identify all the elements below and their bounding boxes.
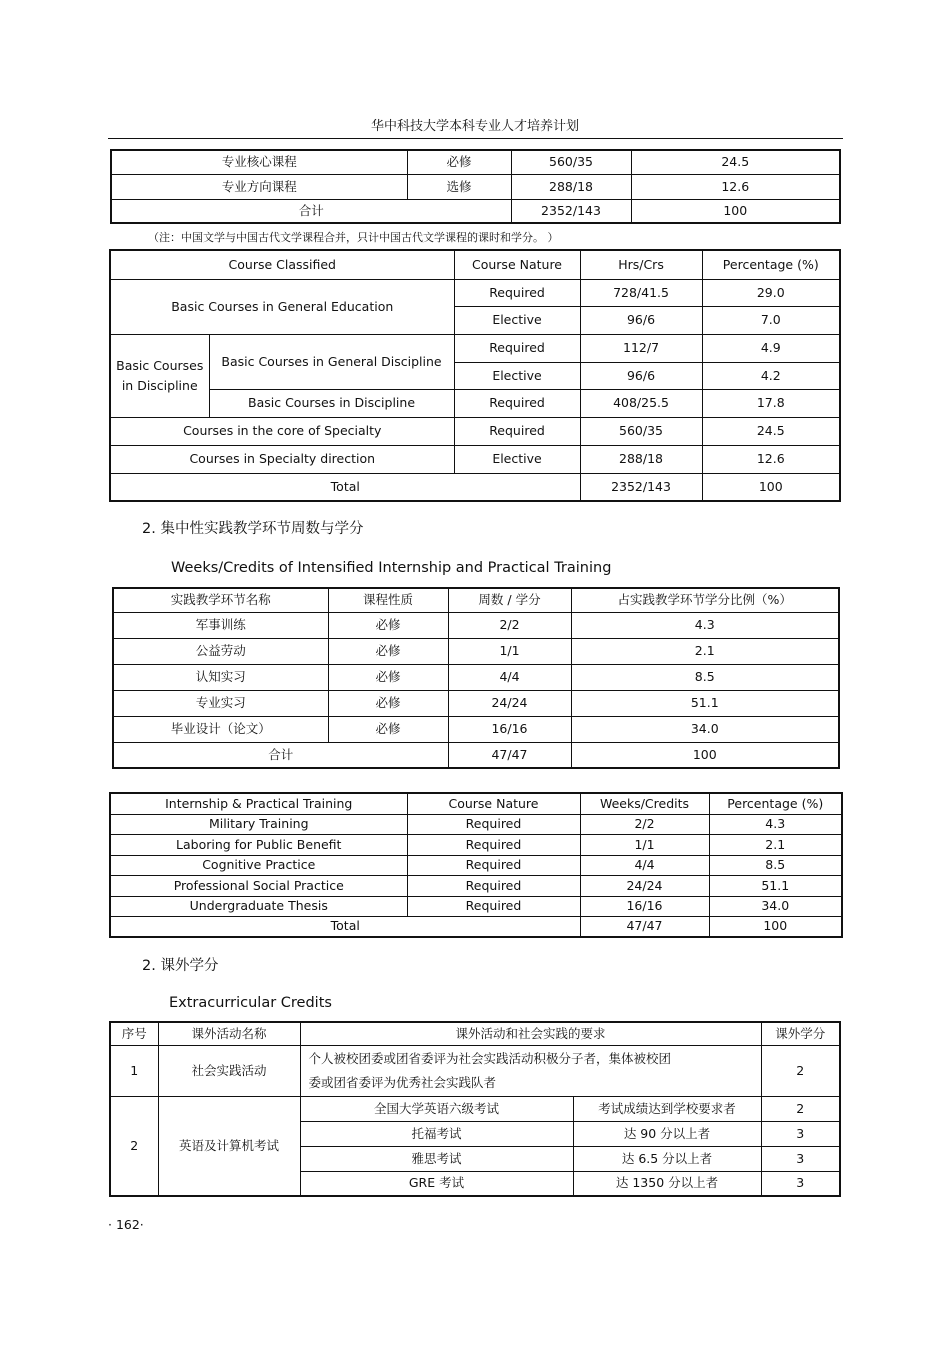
table-cell: 51.1 (709, 875, 842, 896)
table-cell: Required (407, 875, 580, 896)
table-cell: 4.2 (702, 362, 840, 389)
table-cell: 合计 (113, 742, 448, 768)
table-cell: Basic Courses in Discipline (110, 334, 209, 417)
table-cell: Total (110, 473, 580, 501)
table-cell: Basic Courses in Discipline (209, 389, 454, 417)
table-cell: 毕业设计（论文） (113, 716, 328, 742)
table-cell: 军事训练 (113, 612, 328, 638)
total-row (110, 916, 842, 937)
table-cell: Total (110, 916, 580, 937)
table-cell: 1/1 (580, 834, 709, 855)
table-cell: 雅思考试 (300, 1146, 573, 1171)
column-header: Course Nature (454, 250, 580, 279)
column-header: 课外活动和社会实践的要求 (300, 1022, 761, 1045)
table-cell: 认知实习 (113, 664, 328, 690)
cn-practice-table (112, 587, 840, 769)
table-cell: 4.3 (571, 612, 839, 638)
table-row (113, 690, 839, 716)
table-row (113, 638, 839, 664)
table-cell: 2 (761, 1045, 840, 1096)
page-number: · 162· (108, 1217, 144, 1232)
column-header: Internship & Practical Training (110, 793, 407, 814)
table-cell: 专业方向课程 (111, 174, 407, 199)
table-cell: 2352/143 (580, 473, 702, 501)
table-cell: 全国大学英语六级考试 (300, 1096, 573, 1121)
table-cell: 47/47 (580, 916, 709, 937)
table-cell: 2352/143 (511, 199, 631, 223)
table-cell: 达 90 分以上者 (573, 1121, 761, 1146)
table-cell: 51.1 (571, 690, 839, 716)
table-row (113, 716, 839, 742)
table-cell: 专业核心课程 (111, 150, 407, 174)
table-cell: 728/41.5 (580, 279, 702, 306)
table-cell: Required (454, 417, 580, 445)
table-row (110, 896, 842, 916)
column-header: 课外活动名称 (158, 1022, 300, 1045)
table-cell: Elective (454, 362, 580, 389)
table-cell: 96/6 (580, 306, 702, 334)
section-heading-practice: 2. 集中性实践教学环节周数与学分 (142, 521, 364, 537)
table-cell: 2.1 (709, 834, 842, 855)
requirement-line: 个人被校团委或团省委评为社会实践活动积极分子者，集体被校团 (308, 1050, 672, 1066)
table-cell: Laboring for Public Benefit (110, 834, 407, 855)
table-cell: Military Training (110, 814, 407, 834)
table-cell: 408/25.5 (580, 389, 702, 417)
column-header: 实践教学环节名称 (113, 588, 328, 612)
table-cell: 24/24 (448, 690, 571, 716)
table-cell: 3 (761, 1121, 840, 1146)
table-cell: 112/7 (580, 334, 702, 362)
table-cell: 8.5 (709, 855, 842, 875)
table-cell: Basic Courses in General Discipline (209, 334, 454, 389)
table-cell: 3 (761, 1171, 840, 1196)
column-header: 课程性质 (328, 588, 448, 612)
table-header-row (110, 793, 842, 814)
table-cell: Undergraduate Thesis (110, 896, 407, 916)
table-row (110, 855, 842, 875)
total-row (111, 199, 840, 223)
table-cell: 公益劳动 (113, 638, 328, 664)
table-header-row (113, 588, 839, 612)
table-cell: 96/6 (580, 362, 702, 389)
table-row (111, 174, 840, 199)
table-cell: 47/47 (448, 742, 571, 768)
table-cell: 专业实习 (113, 690, 328, 716)
table-cell: Elective (454, 445, 580, 473)
table-cell: 560/35 (580, 417, 702, 445)
table-cell: 100 (702, 473, 840, 501)
table-cell: 2 (110, 1096, 158, 1196)
table-cell: 必修 (328, 664, 448, 690)
table-row (110, 1096, 840, 1121)
en-practice-table (109, 792, 843, 938)
table-cell: 12.6 (702, 445, 840, 473)
table-cell: 2 (761, 1096, 840, 1121)
table-cell: 2/2 (448, 612, 571, 638)
column-header: 占实践教学环节学分比例（%） (571, 588, 839, 612)
table-note: （注：中国文学与中国古代文学课程合并，只计中国古代文学课程的课时和学分。 ） (148, 231, 559, 244)
table-cell: 4.3 (709, 814, 842, 834)
table-cell: 托福考试 (300, 1121, 573, 1146)
column-header: Hrs/Crs (580, 250, 702, 279)
table-cell: 34.0 (571, 716, 839, 742)
section-subheading-extra: Extracurricular Credits (169, 995, 332, 1011)
table-row (110, 834, 842, 855)
table-cell: 100 (631, 199, 840, 223)
table-row (110, 334, 840, 362)
extra-credits-table (109, 1021, 841, 1197)
table-cell: 288/18 (511, 174, 631, 199)
table-row (113, 612, 839, 638)
total-row (110, 473, 840, 501)
table-row (110, 875, 842, 896)
cn-courses-table (110, 149, 841, 224)
column-header: Course Classified (110, 250, 454, 279)
table-cell: 必修 (328, 716, 448, 742)
table-cell: 英语及计算机考试 (158, 1096, 300, 1196)
table-cell: Required (454, 389, 580, 417)
requirement-cell (300, 1045, 761, 1096)
table-cell: 必修 (328, 612, 448, 638)
table-cell: 考试成绩达到学校要求者 (573, 1096, 761, 1121)
table-cell: 8.5 (571, 664, 839, 690)
table-cell: 2.1 (571, 638, 839, 664)
section-heading-extra: 2. 课外学分 (142, 958, 219, 974)
section-subheading-practice: Weeks/Credits of Intensified Internship and Practical Training (171, 560, 612, 576)
table-cell: Cognitive Practice (110, 855, 407, 875)
table-row (110, 279, 840, 306)
table-cell: 288/18 (580, 445, 702, 473)
table-cell: Required (454, 334, 580, 362)
page-header-title: 华中科技大学本科专业人才培养计划 (370, 119, 579, 134)
total-row (113, 742, 839, 768)
table-cell: 4/4 (580, 855, 709, 875)
table-row (110, 389, 840, 417)
table-cell: 12.6 (631, 174, 840, 199)
table-cell: 合计 (111, 199, 511, 223)
column-header: 周数 / 学分 (448, 588, 571, 612)
table-row (110, 417, 840, 445)
table-cell: 560/35 (511, 150, 631, 174)
table-cell: Required (407, 896, 580, 916)
table-cell: 24/24 (580, 875, 709, 896)
requirement-line: 委或团省委评为优秀社会实践队者 (308, 1074, 497, 1090)
table-cell: 社会实践活动 (158, 1045, 300, 1096)
header-rule (108, 138, 843, 139)
table-cell: 必修 (328, 690, 448, 716)
table-row (110, 814, 842, 834)
table-row (113, 664, 839, 690)
table-cell: 29.0 (702, 279, 840, 306)
table-cell: Required (407, 855, 580, 875)
table-cell: GRE 考试 (300, 1171, 573, 1196)
column-header: Course Nature (407, 793, 580, 814)
table-cell: 必修 (328, 638, 448, 664)
table-cell: Courses in Specialty direction (110, 445, 454, 473)
column-header: Percentage (%) (709, 793, 842, 814)
table-cell: Required (407, 834, 580, 855)
table-cell: Required (454, 279, 580, 306)
table-cell: Required (407, 814, 580, 834)
column-header: 序号 (110, 1022, 158, 1045)
table-cell: 4.9 (702, 334, 840, 362)
table-cell: 100 (709, 916, 842, 937)
table-row (110, 445, 840, 473)
table-cell: 1 (110, 1045, 158, 1096)
table-cell: 17.8 (702, 389, 840, 417)
table-cell: Professional Social Practice (110, 875, 407, 896)
table-cell: 34.0 (709, 896, 842, 916)
table-cell: Elective (454, 306, 580, 334)
table-row (111, 150, 840, 174)
table-cell: 4/4 (448, 664, 571, 690)
table-cell: Courses in the core of Specialty (110, 417, 454, 445)
table-cell: Basic Courses in General Education (110, 279, 454, 334)
table-header-row (110, 1022, 840, 1045)
table-cell: 1/1 (448, 638, 571, 664)
table-header-row (110, 250, 840, 279)
table-cell: 7.0 (702, 306, 840, 334)
table-cell: 2/2 (580, 814, 709, 834)
column-header: Percentage (%) (702, 250, 840, 279)
table-cell: 16/16 (580, 896, 709, 916)
table-cell: 3 (761, 1146, 840, 1171)
column-header: 课外学分 (761, 1022, 840, 1045)
table-cell: 24.5 (702, 417, 840, 445)
table-cell: 达 1350 分以上者 (573, 1171, 761, 1196)
table-cell: 必修 (407, 150, 511, 174)
en-courses-table (109, 249, 841, 502)
table-cell: 16/16 (448, 716, 571, 742)
table-cell: 达 6.5 分以上者 (573, 1146, 761, 1171)
column-header: Weeks/Credits (580, 793, 709, 814)
table-row (110, 1045, 840, 1096)
table-cell: 选修 (407, 174, 511, 199)
table-cell: 24.5 (631, 150, 840, 174)
table-cell: 100 (571, 742, 839, 768)
